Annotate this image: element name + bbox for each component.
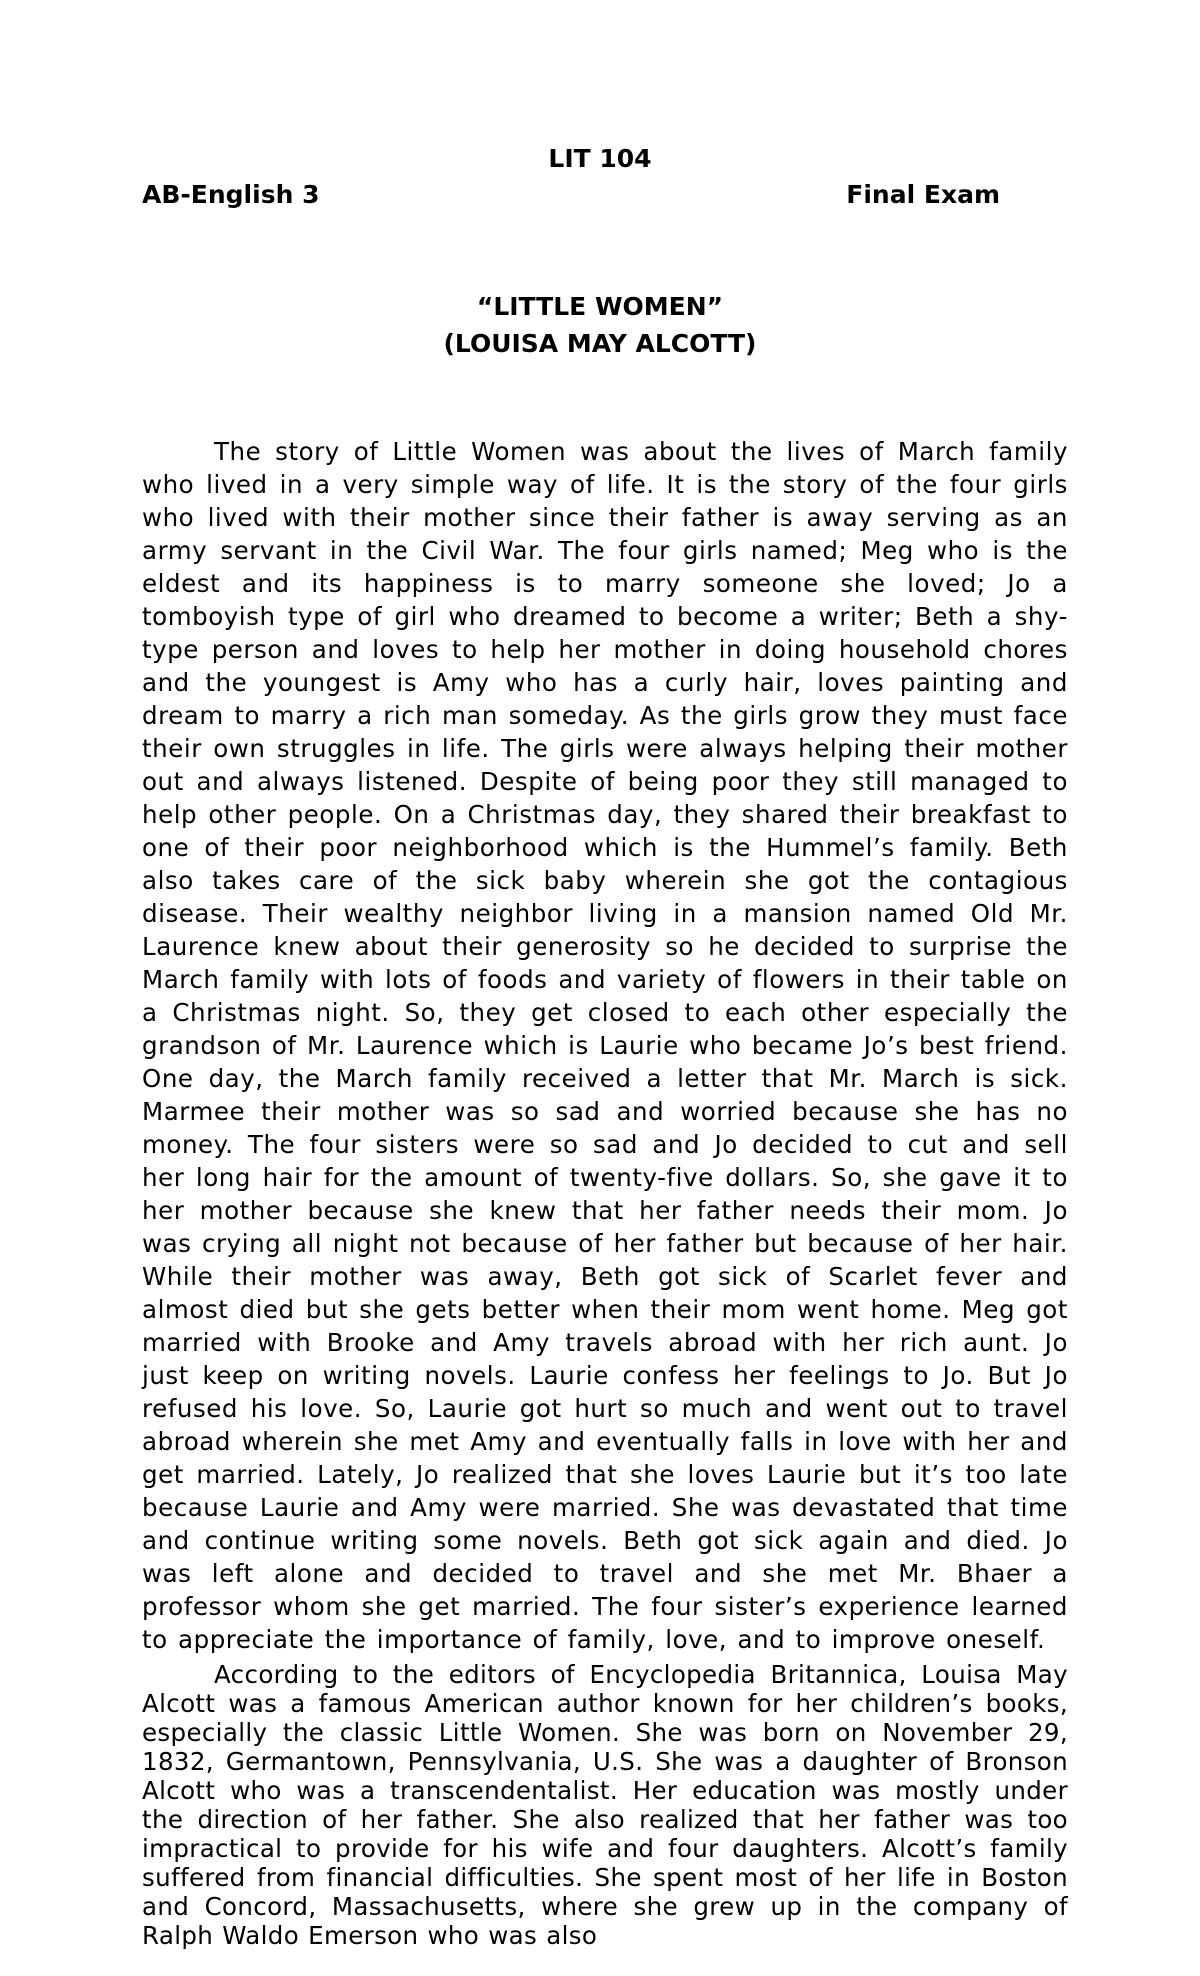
section-label: AB-English 3 — [142, 180, 320, 209]
paragraph: The story of Little Women was about the lives of March family who lived in a very simple way of life. It is the story of the four girls who lived with their mother since their father is away serving as an army servant in the Civil War. The four girls named; Meg who is the eldest and its happiness is to marry someone she loved; Jo a tomboyish type of girl who dreamed to become a writer; Beth a shy-type person and loves to help her mother in doing household chores and the youngest is Amy who has a curly hair, loves painting and dream to marry a rich man someday. As the girls grow they must face their own struggles in life. The girls were always helping their mother out and always listened. Despite of being poor they still managed to help other people. On a Christmas day, they shared their breakfast to one of their poor neighborhood which is the Hummel’s family. Beth also takes care of the sick baby wherein she got the contagious disease. Their wealthy neighbor living in a mansion named Old Mr. Laurence knew about their generosity so he decided to surprise the March family with lots of foods and variety of flowers in their table on a Christmas night. So, they get closed to each other especially the grandson of Mr. Laurence which is Laurie who became Jo’s best friend. One day, the March family received a letter that Mr. March is sick. Marmee their mother was so sad and worried because she has no money. The four sisters were so sad and Jo decided to cut and sell her long hair for the amount of twenty-five dollars. So, she gave it to her mother because she knew that her father needs their mom. Jo was crying all night not because of her father but because of her hair. While their mother was away, Beth got sick of Scarlet fever and almost died but she gets better when their mom went home. Meg got married with Brooke and Amy travels abroad with her rich aunt. Jo just keep on writing novels. Laurie confess her feelings to Jo. But Jo refused his love. So, Laurie got hurt so much and went out to travel abroad wherein she met Amy and eventually falls in love with her and get married. Lately, Jo realized that she loves Laurie but it’s too late because Laurie and Amy were married. She was devastated that time and continue writing some novels. Beth got sick again and died. Jo was left alone and decided to travel and she met Mr. Bhaer a professor whom she get married. The four sister’s experience learned to appreciate the importance of family, love, and to improve oneself. — [142, 437, 1068, 1654]
paragraph: According to the editors of Encyclopedia Britannica, Louisa May Alcott was a famous American author known for her children’s books, especially the classic Little Women. She was born on November 29, 1832, Germantown, Pennsylvania, U.S. She was a daughter of Bronson Alcott who was a transcendentalist. Her education was mostly under the direction of her father. She also realized that her father was too impractical to provide for his wife and four daughters. Alcott’s family suffered from financial difficulties. She spent most of her life in Boston and Concord, Massachusetts, where she grew up in the company of Ralph Waldo Emerson who was also — [142, 1660, 1068, 1950]
author-name: (LOUISA MAY ALCOTT) — [443, 329, 757, 358]
title-block — [0, 288, 1200, 362]
work-title: “LITTLE WOMEN” — [476, 292, 724, 321]
header-row — [142, 179, 1000, 211]
essay-body — [142, 435, 1068, 1950]
course-code: LIT 104 — [548, 144, 652, 173]
exam-label: Final Exam — [846, 180, 1000, 209]
